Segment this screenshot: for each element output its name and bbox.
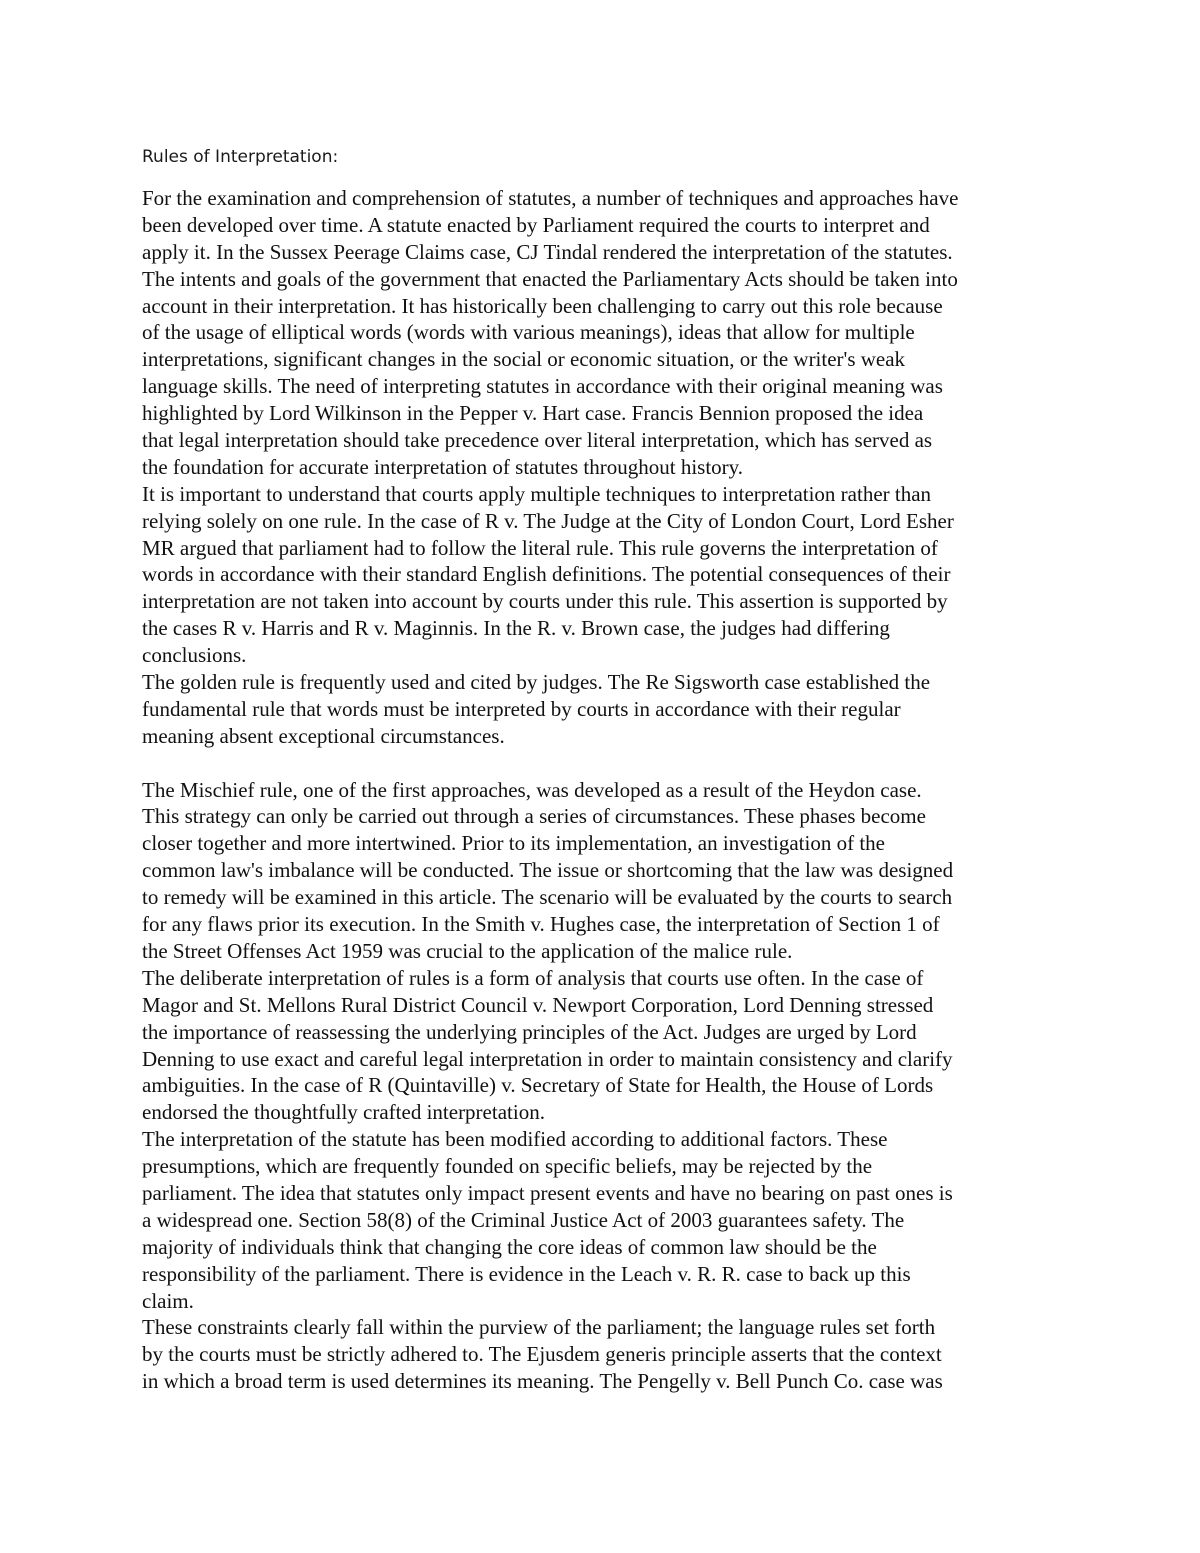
text-line: meaning absent exceptional circumstances. xyxy=(142,723,505,748)
text-line: These constraints clearly fall within the purview of the parliament; the language rules set forth xyxy=(142,1315,936,1340)
document-text xyxy=(142,185,1062,1395)
text-line: words in accordance with their standard English definitions. The potential consequences of their xyxy=(142,562,951,587)
text-line: conclusions. xyxy=(142,643,247,668)
text-line: the foundation for accurate interpretation of statutes throughout history. xyxy=(142,454,744,479)
text-line: The deliberate interpretation of rules is a form of analysis that courts use often. In the case of xyxy=(142,965,924,990)
text-line: endorsed the thoughtfully crafted interpretation. xyxy=(142,1100,545,1125)
text-line: the importance of reassessing the underlying principles of the Act. Judges are urged by Lord xyxy=(142,1019,917,1044)
text-line: for any flaws prior its execution. In the Smith v. Hughes case, the interpretation of Section 1 of xyxy=(142,912,940,937)
text-line: that legal interpretation should take precedence over literal interpretation, which has served as xyxy=(142,428,933,453)
text-line: MR argued that parliament had to follow the literal rule. This rule governs the interpretation of xyxy=(142,535,938,560)
text-line: claim. xyxy=(142,1288,194,1313)
text-line: The interpretation of the statute has been modified according to additional factors. These xyxy=(142,1127,888,1152)
text-line: been developed over time. A statute enacted by Parliament required the courts to interpret and xyxy=(142,212,930,237)
document-body xyxy=(142,146,1062,1395)
text-line: For the examination and comprehension of statutes, a number of techniques and approaches have xyxy=(142,186,959,210)
text-line: This strategy can only be carried out through a series of circumstances. These phases become xyxy=(142,804,926,829)
text-line: fundamental rule that words must be interpreted by courts in accordance with their regular xyxy=(142,696,901,721)
text-line: parliament. The idea that statutes only impact present events and have no bearing on past ones is xyxy=(142,1180,953,1205)
text-line: majority of individuals think that changing the core ideas of common law should be the xyxy=(142,1234,877,1259)
text-line: It is important to understand that courts apply multiple techniques to interpretation rather than xyxy=(142,481,932,506)
text-line: responsibility of the parliament. There is evidence in the Leach v. R. R. case to back up this xyxy=(142,1261,911,1286)
text-line: by the courts must be strictly adhered to. The Ejusdem generis principle asserts that the context xyxy=(142,1342,942,1367)
text-line: the Street Offenses Act 1959 was crucial to the application of the malice rule. xyxy=(142,938,793,963)
text-line: apply it. In the Sussex Peerage Claims case, CJ Tindal rendered the interpretation of the statutes. xyxy=(142,239,953,264)
text-line: to remedy will be examined in this article. The scenario will be evaluated by the courts to search xyxy=(142,885,953,910)
document-title: Rules of Interpretation: xyxy=(142,147,339,167)
text-line: highlighted by Lord Wilkinson in the Pepper v. Hart case. Francis Bennion proposed the idea xyxy=(142,401,924,426)
text-line: in which a broad term is used determines its meaning. The Pengelly v. Bell Punch Co. case was xyxy=(142,1369,943,1394)
text-line: account in their interpretation. It has historically been challenging to carry out this role because xyxy=(142,293,943,318)
text-line: a widespread one. Section 58(8) of the Criminal Justice Act of 2003 guarantees safety. The xyxy=(142,1207,905,1232)
text-line: the cases R v. Harris and R v. Maginnis. In the R. v. Brown case, the judges had differing xyxy=(142,616,890,641)
text-line: The intents and goals of the government that enacted the Parliamentary Acts should be taken into xyxy=(142,266,958,291)
text-line: interpretation are not taken into account by courts under this rule. This assertion is supported by xyxy=(142,589,948,614)
paragraph-gap xyxy=(142,750,1062,777)
text-line: presumptions, which are frequently founded on specific beliefs, may be rejected by the xyxy=(142,1154,873,1179)
text-line: The Mischief rule, one of the first approaches, was developed as a result of the Heydon case. xyxy=(142,777,922,802)
text-line: of the usage of elliptical words (words with various meanings), ideas that allow for multiple xyxy=(142,320,915,345)
text-line: closer together and more intertwined. Prior to its implementation, an investigation of the xyxy=(142,831,885,856)
text-line: relying solely on one rule. In the case of R v. The Judge at the City of London Court, Lord Esher xyxy=(142,508,954,533)
text-line: interpretations, significant changes in the social or economic situation, or the writer's weak xyxy=(142,347,906,372)
text-line: Magor and St. Mellons Rural District Council v. Newport Corporation, Lord Denning stressed xyxy=(142,992,934,1017)
text-line: Denning to use exact and careful legal interpretation in order to maintain consistency and clarify xyxy=(142,1046,953,1071)
text-line: The golden rule is frequently used and cited by judges. The Re Sigsworth case established the xyxy=(142,670,931,695)
text-line: language skills. The need of interpreting statutes in accordance with their original meaning was xyxy=(142,374,943,399)
text-line: ambiguities. In the case of R (Quintaville) v. Secretary of State for Health, the House of Lords xyxy=(142,1073,934,1098)
text-line: common law's imbalance will be conducted. The issue or shortcoming that the law was designed xyxy=(142,858,954,883)
